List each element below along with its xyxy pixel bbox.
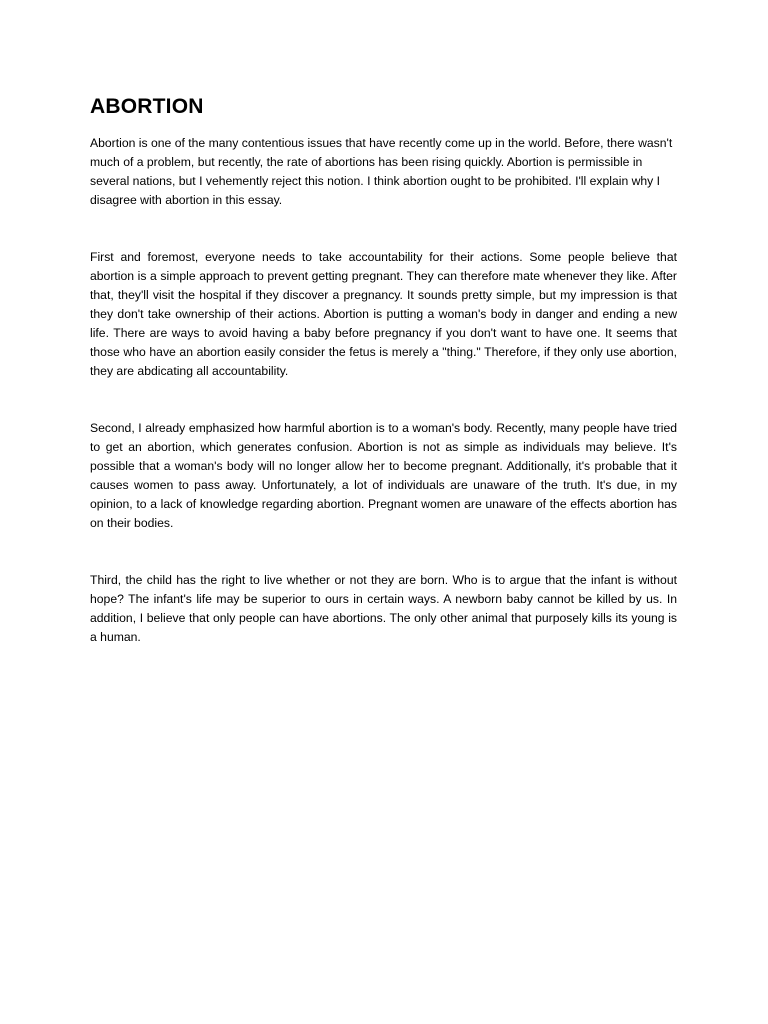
paragraph-accountability: First and foremost, everyone needs to take accountability for their actions. Some people believe that abortion is a simple approach to prevent getting pregnant. They can therefore mate whenever they like. After that, they'll visit the hospital if they discover a pregnancy. It sounds pretty simple, but my impression is that they don't take ownership of their actions. Abortion is putting a woman's body in danger and ending a new life. There are ways to avoid having a baby before pregnancy if you don't want to have one. It seems that those who have an abortion easily consider the fetus is merely a "thing." Therefore, if they only use abortion, they are abdicating all accountability.	[90, 250, 677, 378]
paragraph-introduction: Abortion is one of the many contentious issues that have recently come up in the world. Before, there wasn't much of a problem, but recently, the rate of abortions has been rising quickly. Abortion is permissible in several nations, but I vehemently reject this notion. I think abortion ought to be prohibited. I'll explain why I disagree with abortion in this essay.	[90, 136, 673, 207]
document-body	[90, 94, 677, 647]
paragraph-right-to-live: Third, the child has the right to live whether or not they are born. Who is to argue that the infant is without hope? The infant's life may be superior to ours in certain ways. A newborn baby cannot be killed by us. In addition, I believe that only people can have abortions. The only other animal that purposely kills its young is a human.	[90, 573, 677, 644]
paragraph-womans-body: Second, I already emphasized how harmful abortion is to a woman's body. Recently, many people have tried to get an abortion, which generates confusion. Abortion is not as simple as individuals may believe. It's possible that a woman's body will no longer allow her to become pregnant. Additionally, it's probable that it causes women to pass away. Unfortunately, a lot of individuals are unaware of the truth. It's due, in my opinion, to a lack of knowledge regarding abortion. Pregnant women are unaware of the effects abortion has on their bodies.	[90, 421, 677, 530]
document-title: ABORTION	[90, 95, 204, 118]
